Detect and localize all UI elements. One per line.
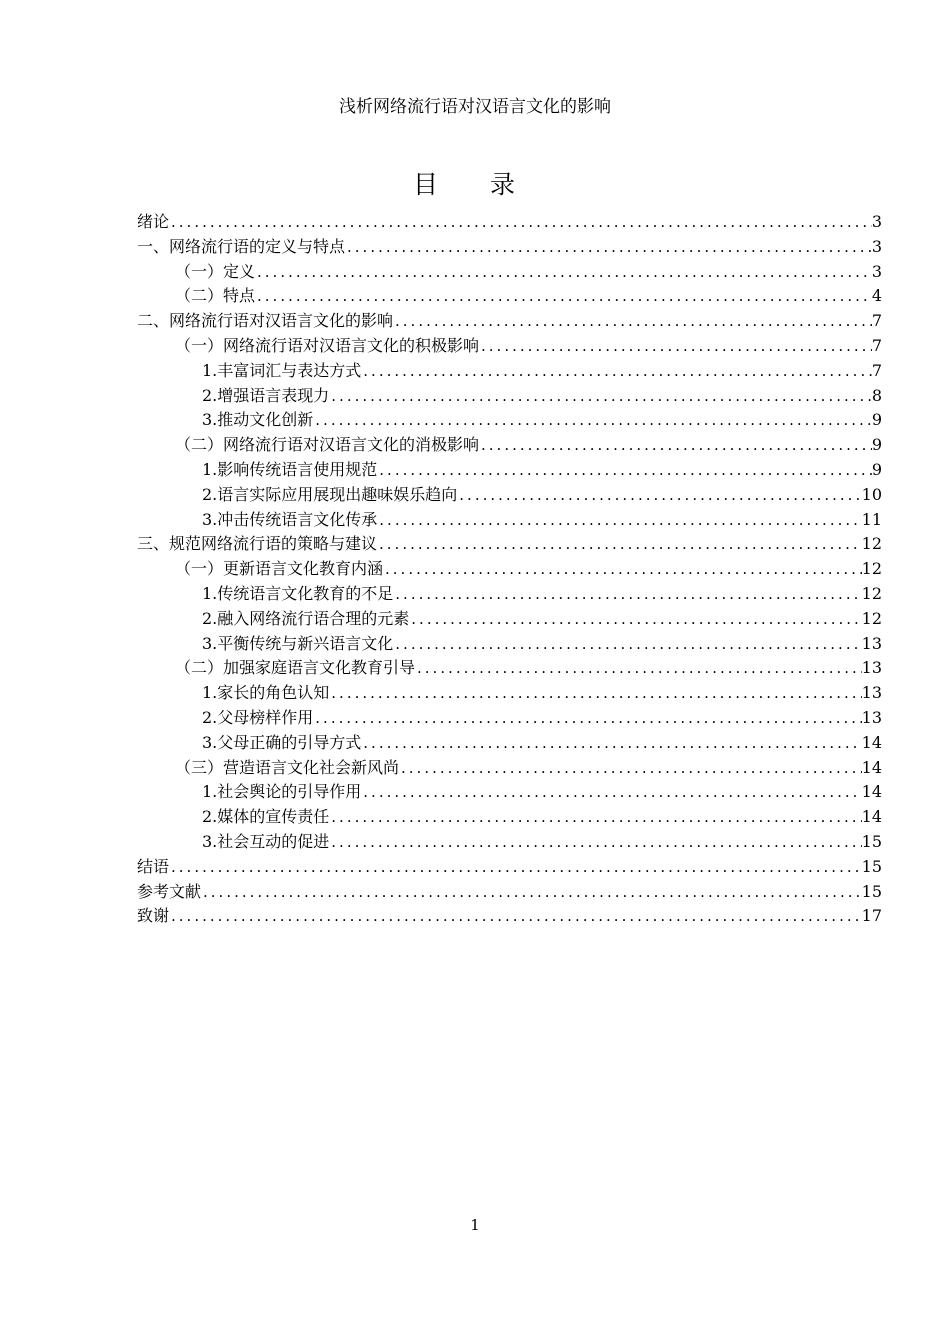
toc-entry-page: 9: [871, 410, 882, 430]
toc-entry-page: 15: [861, 831, 882, 851]
toc-entry[interactable]: [137, 607, 882, 632]
toc-entry-page: 8: [871, 385, 882, 405]
toc-entry[interactable]: [137, 210, 882, 235]
toc-entry-page: 12: [861, 559, 882, 579]
toc-dot-leader: [329, 681, 861, 706]
toc-entry-label: 2.增强语言表现力: [202, 385, 330, 405]
toc-entry-page: 4: [871, 286, 882, 306]
toc-entry-label: 二、网络流行语对汉语言文化的影响: [137, 311, 394, 331]
toc-dot-leader: [457, 483, 861, 508]
toc-dot-leader: [393, 632, 861, 657]
toc-entry-page: 14: [861, 807, 882, 827]
toc-entry-label: 1.社会舆论的引导作用: [202, 782, 362, 802]
toc-dot-leader: [345, 235, 872, 260]
toc-entry-page: 15: [861, 856, 882, 876]
toc-dot-leader: [393, 309, 872, 334]
toc-entry-label: 致谢: [137, 906, 170, 926]
toc-entry[interactable]: [137, 805, 882, 830]
toc-dot-leader: [377, 532, 862, 557]
toc-dot-leader: [393, 582, 861, 607]
toc-dot-leader: [479, 433, 872, 458]
toc-entry-page: 15: [861, 881, 882, 901]
toc-entry-label: （二）加强家庭语言文化教育引导: [175, 658, 416, 678]
toc-entry-page: 9: [871, 435, 882, 455]
toc-entry[interactable]: [137, 532, 882, 557]
toc-entry-label: 1.家长的角色认知: [202, 683, 330, 703]
toc-entry[interactable]: [137, 706, 882, 731]
toc-entry[interactable]: [137, 483, 882, 508]
toc-entry[interactable]: [137, 284, 882, 309]
toc-entry-page: 12: [861, 534, 882, 554]
toc-entry-label: （三）营造语言文化社会新风尚: [175, 757, 400, 777]
toc-dot-leader: [479, 334, 872, 359]
toc-entry[interactable]: [137, 780, 882, 805]
toc-entry[interactable]: [137, 830, 882, 855]
table-of-contents: [137, 210, 882, 929]
toc-entry[interactable]: [137, 384, 882, 409]
toc-dot-leader: [329, 830, 861, 855]
toc-dot-leader: [377, 458, 872, 483]
toc-entry-page: 13: [861, 633, 882, 653]
toc-title: 目 录: [413, 170, 537, 199]
toc-entry-page: 17: [861, 906, 882, 926]
toc-entry-label: 绪论: [137, 212, 170, 231]
toc-entry[interactable]: [137, 433, 882, 458]
toc-entry[interactable]: [137, 756, 882, 781]
toc-entry[interactable]: [137, 880, 882, 905]
toc-entry-page: 11: [861, 509, 882, 529]
toc-dot-leader: [169, 904, 862, 929]
toc-entry-label: 2.父母榜样作用: [202, 707, 314, 727]
toc-entry[interactable]: [137, 904, 882, 929]
toc-entry-page: 3: [871, 261, 882, 281]
toc-entry-label: （一）定义: [175, 261, 256, 281]
toc-entry-page: 14: [861, 782, 882, 802]
toc-entry-label: 1.丰富词汇与表达方式: [202, 360, 362, 380]
toc-entry-label: （一）网络流行语对汉语言文化的积极影响: [175, 335, 480, 355]
toc-dot-leader: [361, 731, 861, 756]
toc-entry-page: 13: [861, 658, 882, 678]
toc-entry-page: 7: [871, 360, 882, 380]
toc-entry-label: 3.推动文化创新: [202, 410, 314, 430]
toc-entry-label: （二）网络流行语对汉语言文化的消极影响: [175, 435, 480, 455]
toc-entry[interactable]: [137, 260, 882, 285]
toc-dot-leader: [361, 359, 872, 384]
toc-entry-label: 3.社会互动的促进: [202, 831, 330, 851]
toc-entry-page: 7: [871, 311, 882, 331]
toc-entry-page: 12: [861, 583, 882, 603]
toc-entry[interactable]: [137, 359, 882, 384]
toc-dot-leader: [169, 210, 872, 235]
toc-entry-page: 3: [871, 212, 882, 231]
toc-entry[interactable]: [137, 557, 882, 582]
toc-entry-label: 3.冲击传统语言文化传承: [202, 509, 378, 529]
toc-dot-leader: [409, 607, 861, 632]
toc-entry-label: 2.媒体的宣传责任: [202, 807, 330, 827]
toc-entry-label: （一）更新语言文化教育内涵: [175, 559, 384, 579]
toc-dot-leader: [329, 384, 872, 409]
toc-entry[interactable]: [137, 235, 882, 260]
toc-entry[interactable]: [137, 334, 882, 359]
toc-entry-label: 三、规范网络流行语的策略与建议: [137, 534, 378, 554]
toc-entry-label: 2.语言实际应用展现出趣味娱乐趋向: [202, 484, 458, 504]
toc-entry[interactable]: [137, 508, 882, 533]
toc-entry-label: （二）特点: [175, 286, 256, 306]
toc-entry-label: 3.父母正确的引导方式: [202, 732, 362, 752]
toc-entry[interactable]: [137, 309, 882, 334]
toc-entry-label: 一、网络流行语的定义与特点: [137, 236, 346, 256]
page-number: 1: [470, 1216, 480, 1234]
toc-entry[interactable]: [137, 408, 882, 433]
toc-entry[interactable]: [137, 582, 882, 607]
toc-entry[interactable]: [137, 681, 882, 706]
toc-dot-leader: [415, 656, 862, 681]
toc-entry[interactable]: [137, 632, 882, 657]
toc-entry-label: 3.平衡传统与新兴语言文化: [202, 633, 394, 653]
toc-dot-leader: [377, 508, 861, 533]
toc-dot-leader: [169, 855, 862, 880]
toc-entry[interactable]: [137, 731, 882, 756]
toc-entry-label: 2.融入网络流行语合理的元素: [202, 608, 410, 628]
toc-entry-label: 结语: [137, 856, 170, 876]
toc-dot-leader: [313, 706, 861, 731]
toc-entry-page: 3: [871, 236, 882, 256]
toc-dot-leader: [255, 260, 872, 285]
toc-dot-leader: [201, 880, 862, 905]
toc-entry-page: 13: [861, 707, 882, 727]
toc-entry[interactable]: [137, 458, 882, 483]
toc-entry-page: 12: [861, 608, 882, 628]
toc-entry-page: 13: [861, 683, 882, 703]
toc-entry-label: 参考文献: [137, 881, 202, 901]
toc-dot-leader: [329, 805, 861, 830]
toc-entry-page: 10: [861, 484, 882, 504]
toc-dot-leader: [383, 557, 862, 582]
toc-dot-leader: [399, 756, 862, 781]
toc-entry-label: 1.影响传统语言使用规范: [202, 459, 378, 479]
toc-entry[interactable]: [137, 855, 882, 880]
toc-entry-page: 14: [861, 732, 882, 752]
toc-entry[interactable]: [137, 656, 882, 681]
toc-entry-page: 7: [871, 335, 882, 355]
toc-dot-leader: [255, 284, 872, 309]
running-header-title: 浅析网络流行语对汉语言文化的影响: [339, 97, 611, 117]
toc-dot-leader: [313, 408, 872, 433]
toc-entry-label: 1.传统语言文化教育的不足: [202, 583, 394, 603]
toc-entry-page: 14: [861, 757, 882, 777]
toc-dot-leader: [361, 780, 861, 805]
toc-entry-page: 9: [871, 459, 882, 479]
